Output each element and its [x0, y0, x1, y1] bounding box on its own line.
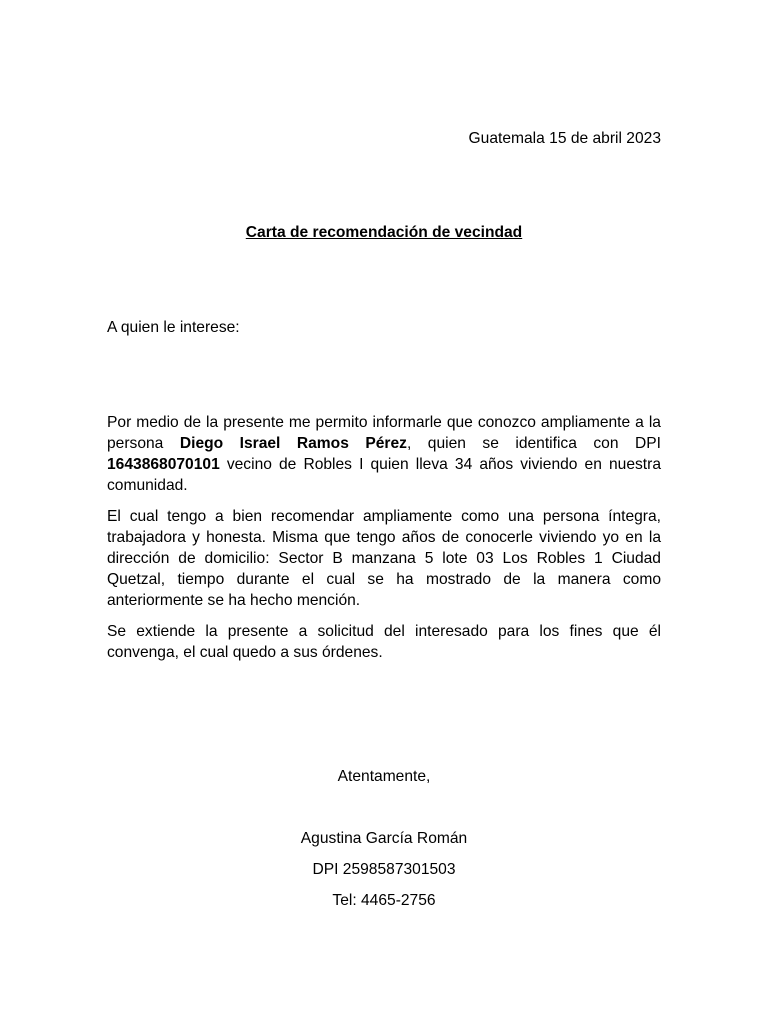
paragraph-1-text-a: Por medio de la presente me permito informarle que conozco ampliamente a la persona — [107, 414, 661, 452]
body-paragraph-1 — [107, 412, 661, 496]
body-paragraph-2: El cual tengo a bien recomendar ampliamente como una persona íntegra, trabajadora y honesta. Misma que tengo años de conocerle viviendo yo en la dirección de domicilio: Sector B manzana 5 lote 03 Los Robles 1 Ciudad Quetzal, tiempo durante el cual se ha mostrado de la manera como anteriormente se ha hecho mención. — [107, 508, 661, 609]
letter-salutation: A quien le interese: — [107, 319, 240, 336]
body-paragraph-3: Se extiende la presente a solicitud del interesado para los fines que él convenga, el cual quedo a sus órdenes. — [107, 623, 661, 661]
signer-name: Agustina García Román — [300, 830, 468, 847]
signer-phone: Tel: 4465-2756 — [332, 892, 436, 909]
letter-date: Guatemala 15 de abril 2023 — [468, 130, 661, 147]
recommended-person-dpi: 1643868070101 — [107, 456, 220, 473]
recommended-person-name: Diego Israel Ramos Pérez — [179, 435, 407, 452]
letter-title: Carta de recomendación de vecindad — [245, 224, 523, 241]
signer-dpi: DPI 2598587301503 — [312, 861, 456, 878]
letter-body — [107, 412, 661, 673]
paragraph-1-text-c: vecino de Robles I quien lleva 34 años viviendo en nuestra comunidad. — [107, 456, 661, 494]
letter-closing: Atentamente, — [337, 768, 431, 785]
paragraph-1-text-b: , quien se identifica con DPI — [406, 435, 661, 452]
